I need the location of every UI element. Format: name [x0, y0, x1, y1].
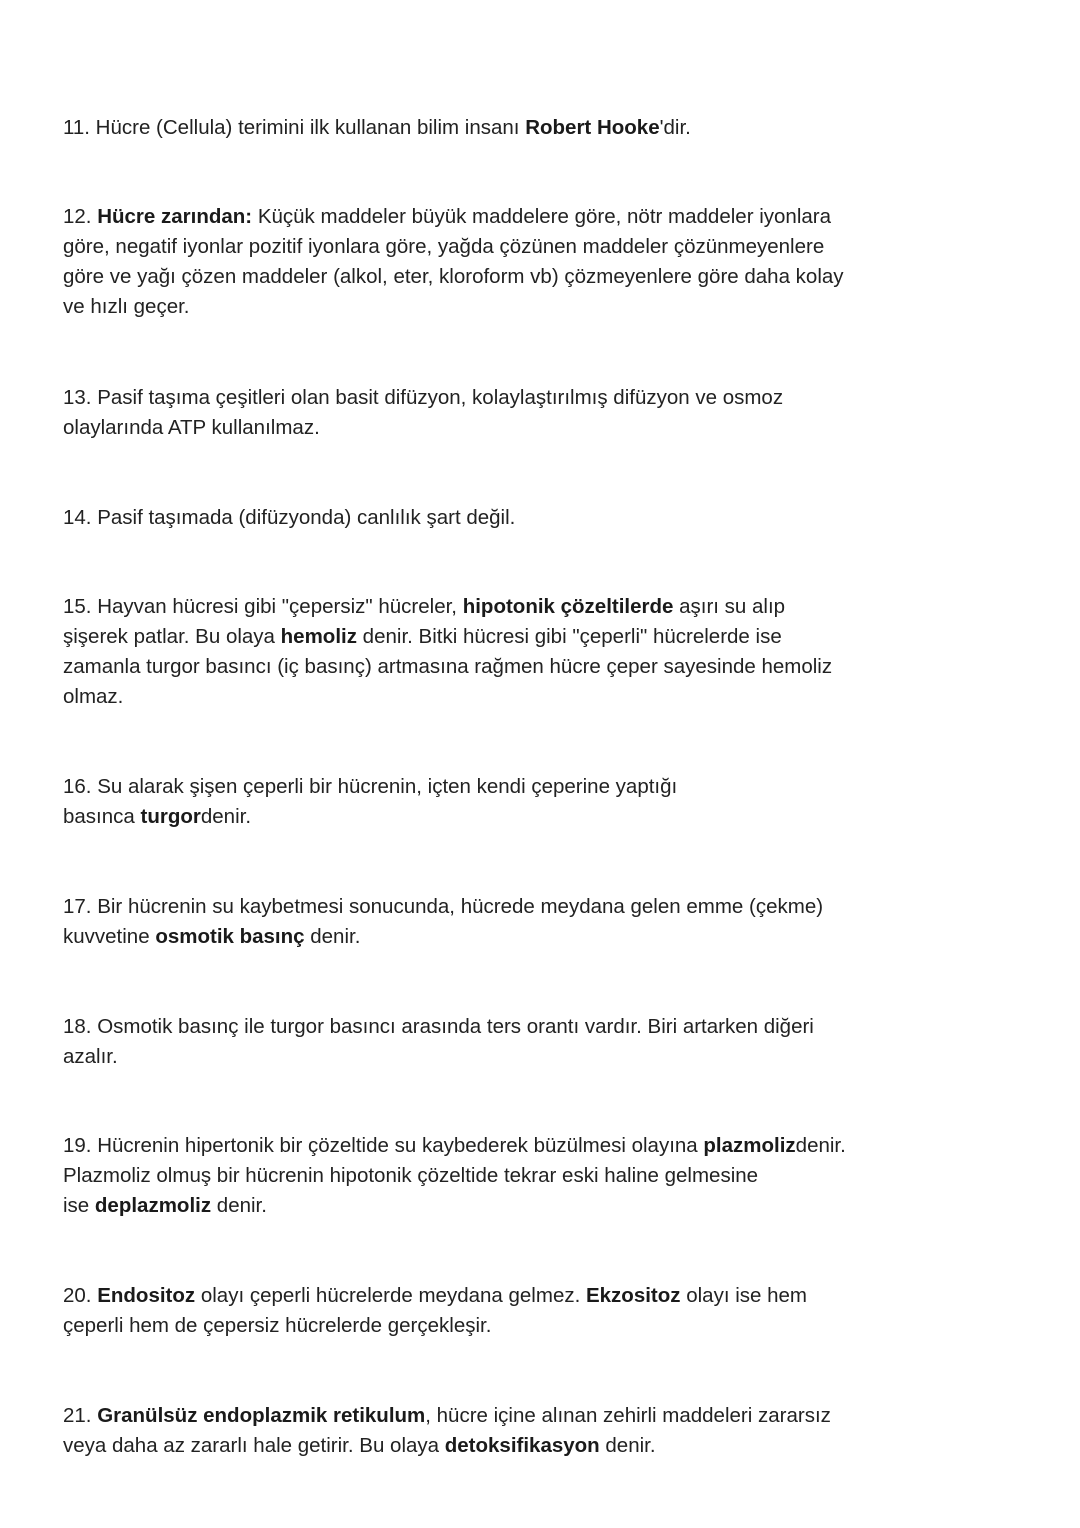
text-segment: azalır. — [63, 1045, 118, 1068]
text-segment: 'dir. — [659, 116, 691, 139]
bold-term: turgor — [140, 805, 201, 828]
text-segment: 19. Hücrenin hipertonik bir çözeltide su kaybederek büzülmesi olayına — [63, 1134, 704, 1157]
text-segment: olmaz. — [63, 685, 124, 708]
bold-term: hipotonik çözeltilerde — [462, 595, 674, 618]
text-segment: Plazmoliz olmuş bir hücrenin hipotonik çözeltide tekrar eski haline gelmesine — [63, 1164, 759, 1187]
item-19 — [63, 1131, 903, 1221]
text-segment: 20. — [63, 1284, 98, 1307]
text-segment: 15. Hayvan hücresi gibi "çepersiz" hücreler, — [63, 595, 463, 618]
text-segment: zamanla turgor basıncı (iç basınç) artmasına rağmen hücre çeper sayesinde hemoliz — [63, 655, 833, 678]
text-line — [63, 682, 903, 712]
text-segment: denir. Bitki hücresi gibi "çeperli" hücrelerde ise — [356, 625, 782, 648]
text-line — [63, 1431, 903, 1461]
bold-term: Endositoz — [97, 1284, 196, 1307]
item-13 — [63, 383, 903, 443]
text-line — [63, 1012, 903, 1042]
text-segment: 12. — [63, 205, 98, 228]
item-12 — [63, 202, 903, 322]
item-16 — [63, 772, 903, 832]
text-line — [63, 1131, 903, 1161]
text-line — [63, 1191, 903, 1221]
bold-term: plazmoliz — [703, 1134, 796, 1157]
text-segment: 14. Pasif taşımada (difüzyonda) canlılık şart değil. — [63, 506, 516, 529]
text-segment: 21. — [63, 1404, 98, 1427]
text-line — [63, 292, 903, 322]
text-segment: şişerek patlar. Bu olaya — [63, 625, 281, 648]
text-segment: çeperli hem de çepersiz hücrelerde gerçekleşir. — [63, 1314, 492, 1337]
text-line — [63, 592, 903, 622]
text-line — [63, 1311, 903, 1341]
text-segment: olayı çeperli hücrelerde meydana gelmez. — [195, 1284, 586, 1307]
bold-term: osmotik basınç — [155, 925, 305, 948]
bold-term: hemoliz — [280, 625, 357, 648]
text-line — [63, 772, 903, 802]
text-segment: denir. — [304, 925, 361, 948]
item-11 — [63, 113, 903, 143]
bold-term: deplazmoliz — [94, 1194, 212, 1217]
text-line — [63, 1161, 903, 1191]
text-segment: 17. Bir hücrenin su kaybetmesi sonucunda, hücrede meydana gelen emme (çekme) — [63, 895, 824, 918]
text-line — [63, 622, 903, 652]
text-line — [63, 1281, 903, 1311]
text-segment: göre, negatif iyonlar pozitif iyonlara göre, yağda çözünen maddeler çözünmeyenlere — [63, 235, 825, 258]
text-segment: ve hızlı geçer. — [63, 295, 190, 318]
bold-term: detoksifikasyon — [444, 1434, 600, 1457]
text-line — [63, 413, 903, 443]
text-segment: göre ve yağı çözen maddeler (alkol, eter, kloroform vb) çözmeyenlere göre daha kolay — [63, 265, 844, 288]
text-line — [63, 232, 903, 262]
text-line — [63, 383, 903, 413]
bold-term: Hücre zarından: — [97, 205, 253, 228]
text-segment: 16. Su alarak şişen çeperli bir hücrenin, içten kendi çeperine yaptığı — [63, 775, 678, 798]
bold-term: Granülsüz endoplazmik retikulum — [97, 1404, 426, 1427]
text-line — [63, 113, 903, 143]
bold-term: Ekzositoz — [585, 1284, 681, 1307]
item-21 — [63, 1401, 903, 1461]
text-line — [63, 202, 903, 232]
text-segment: 11. Hücre (Cellula) terimini ilk kullanan bilim insanı — [63, 116, 526, 139]
text-segment: ise — [63, 1194, 95, 1217]
text-segment: 18. Osmotik basınç ile turgor basıncı arasında ters orantı vardır. Biri artarken diğeri — [63, 1015, 814, 1038]
text-segment: denir. — [200, 805, 252, 828]
item-17 — [63, 892, 903, 952]
bold-term: Robert Hooke — [525, 116, 660, 139]
text-segment: basınca — [63, 805, 141, 828]
item-20 — [63, 1281, 903, 1341]
text-line — [63, 652, 903, 682]
item-15 — [63, 592, 903, 712]
text-segment: kuvvetine — [63, 925, 156, 948]
item-18 — [63, 1012, 903, 1072]
text-segment: olayı ise hem — [680, 1284, 808, 1307]
text-segment: 13. Pasif taşıma çeşitleri olan basit difüzyon, kolaylaştırılmış difüzyon ve osmoz — [63, 386, 784, 409]
text-line — [63, 1401, 903, 1431]
text-line — [63, 802, 903, 832]
text-segment: Küçük maddeler büyük maddelere göre, nötr maddeler iyonlara — [252, 205, 831, 228]
text-segment: denir. — [795, 1134, 846, 1157]
text-line — [63, 1042, 903, 1072]
text-line — [63, 922, 903, 952]
item-14 — [63, 503, 903, 533]
text-segment: aşırı su alıp — [673, 595, 786, 618]
text-segment: denir. — [599, 1434, 656, 1457]
text-segment: veya daha az zararlı hale getirir. Bu olaya — [63, 1434, 445, 1457]
text-line — [63, 892, 903, 922]
text-line — [63, 503, 903, 533]
text-segment: denir. — [211, 1194, 267, 1217]
text-segment: , hücre içine alınan zehirli maddeleri zararsız — [425, 1404, 831, 1427]
text-line — [63, 262, 903, 292]
text-segment: olaylarında ATP kullanılmaz. — [63, 416, 320, 439]
